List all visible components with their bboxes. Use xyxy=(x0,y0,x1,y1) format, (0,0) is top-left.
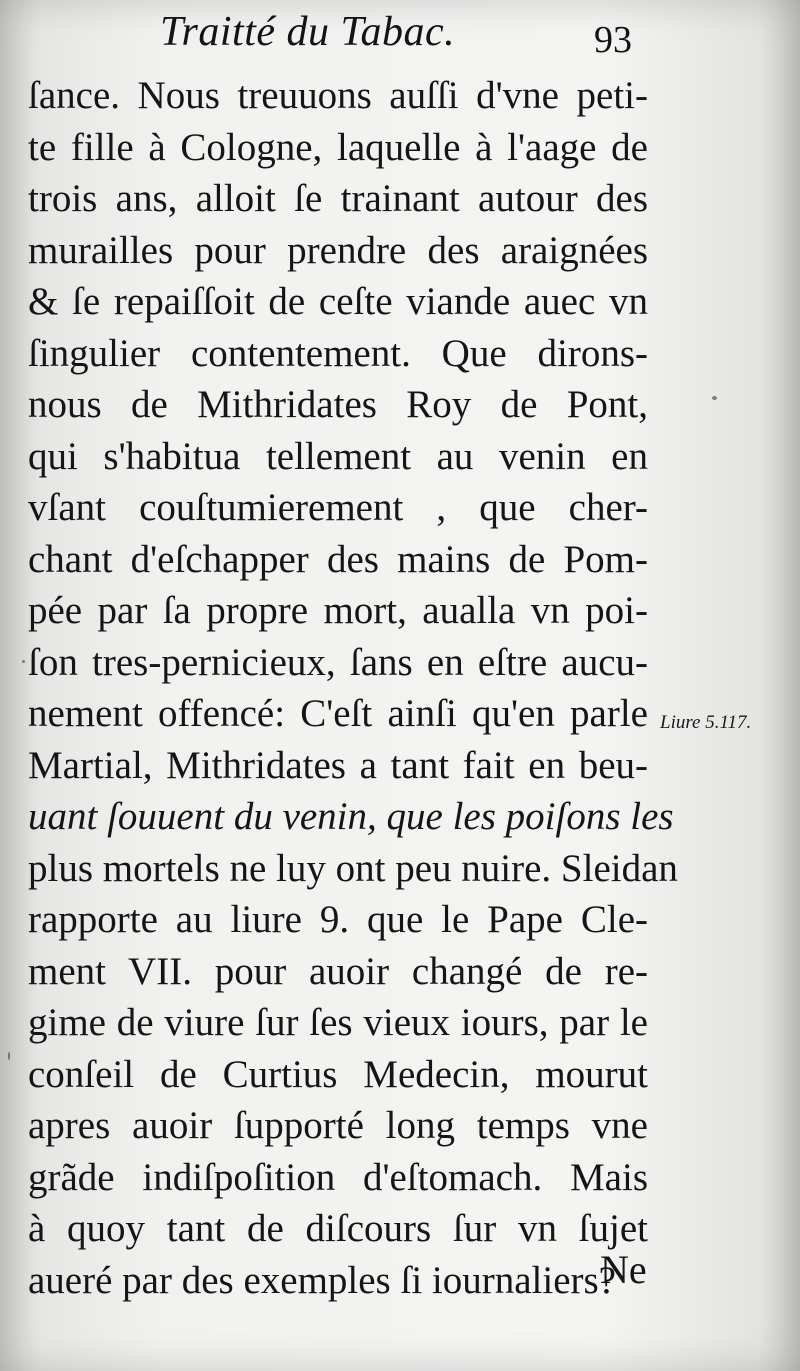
text-line: rapporte au liure 9. que le Pape Cle- xyxy=(28,898,648,941)
text-line: nous de Mithridates Roy de Pont, xyxy=(28,383,648,426)
text-line: chant d'eſchapper des mains de Pom- xyxy=(28,537,648,581)
text-line: grãde indiſpoſition d'eſtomach. Mais xyxy=(28,1155,648,1199)
text-line: ment VII. pour auoir changé de re- xyxy=(28,949,648,993)
page-number: 93 xyxy=(594,19,632,61)
text-line: gime de viure ſur ſes vieux iours, par le xyxy=(28,1001,648,1044)
text-line: Martial, Mithridates a tant fait en beu- xyxy=(28,743,648,787)
text-line: plus mortels ne luy ont peu nuire. Sleidan xyxy=(28,846,678,890)
text-line-italic: uant ſouuent du venin, que les poiſons les xyxy=(28,795,674,838)
running-title: Traitté du Tabac. xyxy=(160,9,456,55)
text-line: à quoy tant de diſcours ſur vn ſujet xyxy=(28,1207,648,1250)
text-line: qui s'habitua tellement au venin en xyxy=(28,434,648,478)
text-line: ſingulier contentement. Que dirons- xyxy=(28,331,648,375)
paper-speck xyxy=(8,1052,10,1060)
text-line: pée par ſa propre mort, aualla vn poi- xyxy=(28,589,648,632)
text-line: murailles pour prendre des araignées xyxy=(28,228,648,272)
text-line: ſon tres-pernicieux, ſans en eſtre aucu- xyxy=(28,640,648,684)
text-line: nement offencé: C'eſt ainſi qu'en parle xyxy=(28,692,648,735)
paper-speck xyxy=(712,396,717,400)
text-line: vſant couſtumierement , que cher- xyxy=(28,486,648,529)
marginal-note: Liure 5.117. xyxy=(660,712,752,733)
body-text xyxy=(28,70,678,1306)
text-line: & ſe repaiſſoit de ceſte viande auec vn xyxy=(28,280,648,323)
text-line: ſance. Nous treuuons auſſi d'vne peti- xyxy=(28,74,648,117)
text-line: apres auoir ſupporté long temps vne xyxy=(28,1104,648,1147)
text-line: conſeil de Curtius Medecin, mourut xyxy=(28,1052,648,1096)
paper-speck xyxy=(22,660,25,663)
text-line: te fille à Cologne, laquelle à l'aage de xyxy=(28,125,648,169)
text-line: trois ans, alloit ſe trainant autour des xyxy=(28,177,648,220)
catchword: Ne xyxy=(600,1247,647,1292)
text-line: aueré par des exemples ſi iournaliers? xyxy=(28,1258,616,1302)
